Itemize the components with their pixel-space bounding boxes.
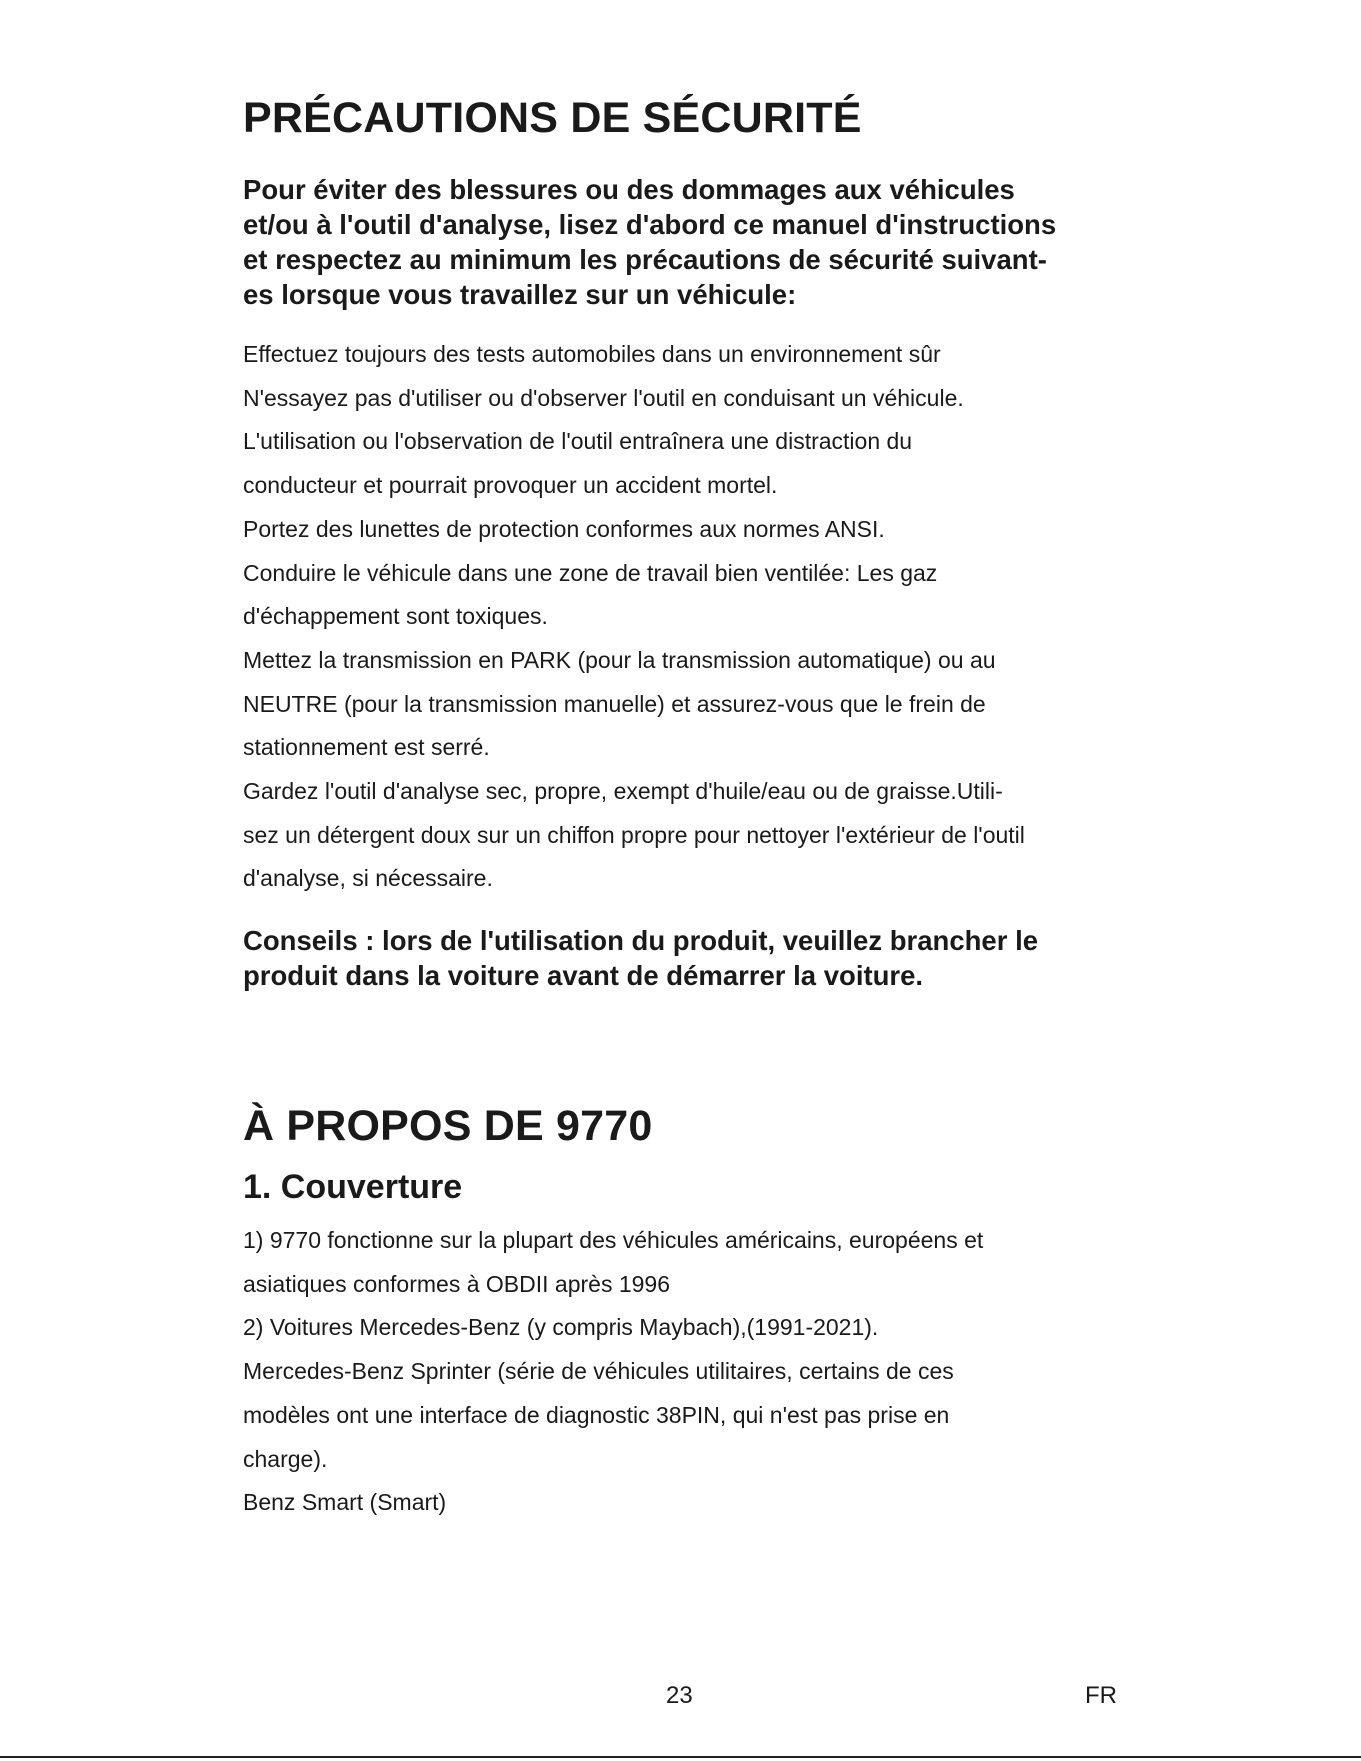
- body-line: 2) Voitures Mercedes-Benz (y compris Maybach),(1991-2021).: [243, 1314, 879, 1341]
- intro-line: Pour éviter des blessures ou des dommages aux véhicules: [243, 174, 1015, 205]
- page-number: 23: [666, 1682, 693, 1709]
- safety-title: PRÉCAUTIONS DE SÉCURITÉ: [243, 94, 862, 142]
- coverage-body: [243, 1219, 983, 1525]
- safety-tip: [243, 923, 1038, 993]
- about-title: À PROPOS DE 9770: [243, 1102, 653, 1150]
- tip-line: produit dans la voiture avant de démarrer la voiture.: [243, 960, 924, 991]
- body-line: Conduire le véhicule dans une zone de travail bien ventilée: Les gaz: [243, 559, 938, 586]
- body-line: Gardez l'outil d'analyse sec, propre, exempt d'huile/eau ou de graisse.Utili-: [243, 778, 1003, 805]
- body-line: d'échappement sont toxiques.: [243, 603, 548, 630]
- safety-intro: [243, 172, 1056, 312]
- body-line: Portez des lunettes de protection conformes aux normes ANSI.: [243, 515, 885, 542]
- body-line: asiatiques conformes à OBDII après 1996: [243, 1270, 671, 1297]
- intro-line: et/ou à l'outil d'analyse, lisez d'abord ce manuel d'instructions: [243, 209, 1057, 240]
- body-line: Mettez la transmission en PARK (pour la transmission automatique) ou au: [243, 646, 996, 673]
- body-line: sez un détergent doux sur un chiffon propre pour nettoyer l'extérieur de l'outil: [243, 821, 1025, 848]
- intro-line: et respectez au minimum les précautions de sécurité suivant-: [243, 244, 1047, 275]
- body-line: charge).: [243, 1445, 328, 1472]
- body-line: N'essayez pas d'utiliser ou d'observer l'outil en conduisant un véhicule.: [243, 384, 964, 411]
- body-line: Effectuez toujours des tests automobiles dans un environnement sûr: [243, 341, 941, 367]
- body-line: 1) 9770 fonctionne sur la plupart des véhicules américains, européens et: [243, 1227, 984, 1253]
- body-line: d'analyse, si nécessaire.: [243, 865, 493, 892]
- body-line: stationnement est serré.: [243, 734, 490, 761]
- intro-line: es lorsque vous travaillez sur un véhicule:: [243, 279, 797, 310]
- body-line: L'utilisation ou l'observation de l'outil entraînera une distraction du: [243, 428, 913, 455]
- body-line: conducteur et pourrait provoquer un accident mortel.: [243, 472, 778, 499]
- body-line: modèles ont une interface de diagnostic 38PIN, qui n'est pas prise en: [243, 1401, 950, 1428]
- tip-line: Conseils : lors de l'utilisation du produit, veuillez brancher le: [243, 925, 1039, 956]
- body-line: NEUTRE (pour la transmission manuelle) et assurez-vous que le frein de: [243, 690, 986, 717]
- coverage-subtitle: 1. Couverture: [243, 1168, 463, 1206]
- body-line: Mercedes-Benz Sprinter (série de véhicules utilitaires, certains de ces: [243, 1358, 954, 1385]
- language-code: FR: [1085, 1682, 1117, 1709]
- body-line: Benz Smart (Smart): [243, 1489, 447, 1516]
- safety-body: [243, 333, 1025, 901]
- page-edge-divider: [0, 1756, 1361, 1758]
